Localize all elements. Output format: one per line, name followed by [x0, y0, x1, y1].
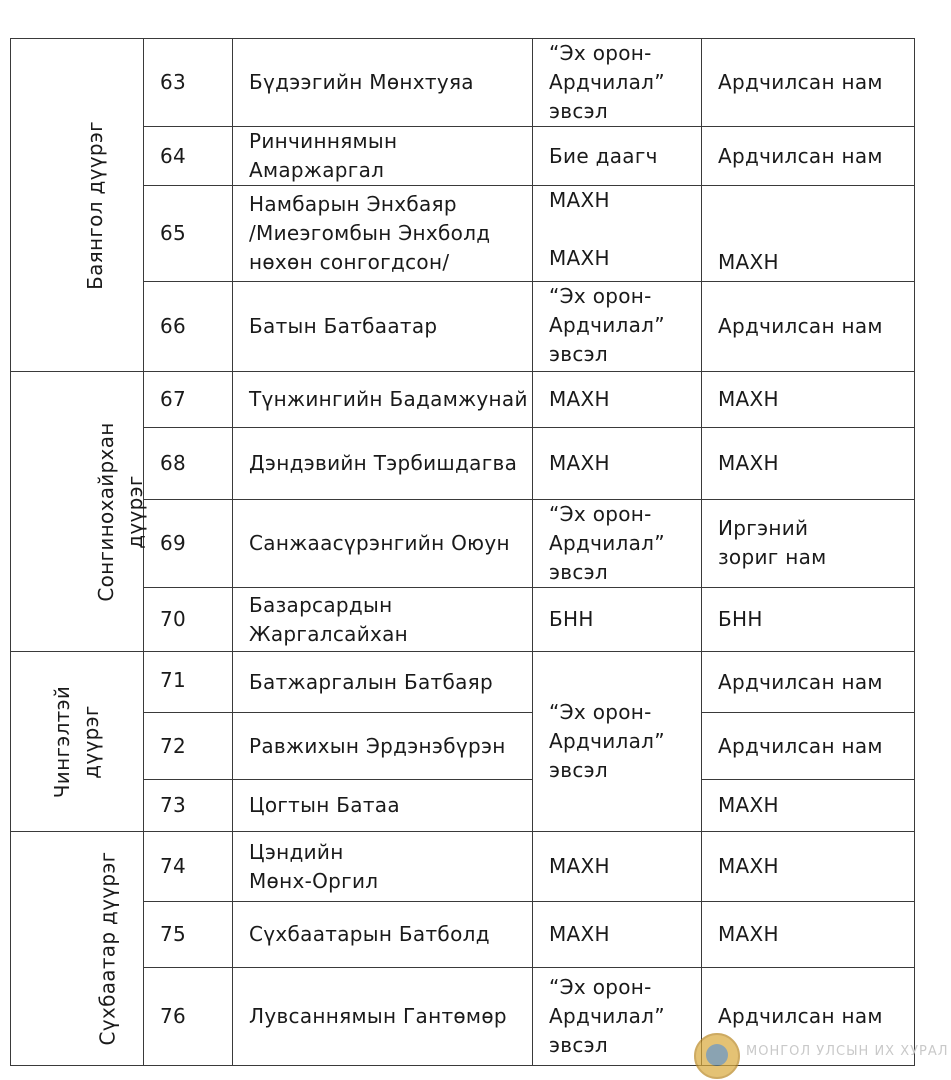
number-cell: 74: [144, 832, 233, 902]
district-label: Сүхбаатар дүүрэг: [95, 851, 120, 1046]
name-cell: Санжаасүрэнгийн Оюун: [233, 500, 533, 588]
number-cell: 73: [144, 780, 233, 832]
result-cell: Ардчилсан нам: [702, 713, 915, 780]
party-cell: [533, 39, 702, 127]
party-cell: МАХН: [533, 902, 702, 968]
table-row: [11, 652, 915, 713]
party-line: эвсэл: [549, 342, 609, 366]
name-cell: [233, 832, 533, 902]
table-row: [11, 832, 915, 902]
state-seal-icon: [694, 1033, 740, 1079]
name-cell: Лувсаннямын Гантөмөр: [233, 968, 533, 1066]
party-line: “Эх орон-: [549, 284, 652, 308]
name-line: Базарсардын: [249, 592, 393, 617]
party-line: МАХН: [549, 188, 610, 212]
name-line: Ринчиннямын: [249, 129, 398, 153]
number-cell: 75: [144, 902, 233, 968]
party-line: Ардчилал”: [549, 70, 665, 94]
party-cell: МАХН: [533, 372, 702, 428]
number-cell: 69: [144, 500, 233, 588]
party-line: “Эх орон-: [549, 41, 652, 65]
parliament-watermark: [694, 1033, 951, 1077]
name-cell: Бүдээгийн Мөнхтуяа: [233, 39, 533, 127]
result-cell: МАХН: [702, 186, 915, 282]
result-cell: МАХН: [702, 902, 915, 968]
party-line: эвсэл: [549, 758, 609, 782]
name-cell: Сүхбаатарын Батболд: [233, 902, 533, 968]
party-cell: [533, 186, 702, 282]
watermark-text: МОНГОЛ УЛСЫН ИХ ХУРАЛ: [746, 1044, 949, 1059]
name-line: Намбарын Энхбаяр: [249, 192, 457, 216]
number-cell: 76: [144, 968, 233, 1066]
result-cell: Ардчилсан нам: [702, 652, 915, 713]
number-cell: 70: [144, 588, 233, 652]
name-line: Мөнх-Оргил: [249, 868, 379, 893]
party-line: “Эх орон-: [549, 975, 652, 999]
result-cell: МАХН: [702, 780, 915, 832]
table-row: [11, 780, 915, 832]
name-line: нөхөн сонгогдсон/: [249, 250, 450, 274]
party-cell: [533, 652, 702, 832]
party-line: Ардчилал”: [549, 729, 665, 753]
number-cell: 71: [144, 652, 233, 713]
result-cell: МАХН: [702, 832, 915, 902]
party-line: Ардчилал”: [549, 313, 665, 337]
party-cell: МАХН: [533, 832, 702, 902]
party-cell: БНН: [533, 588, 702, 652]
result-cell: МАХН: [702, 372, 915, 428]
name-line: Цэндийн: [249, 839, 344, 864]
party-line: Ардчилал”: [549, 531, 665, 555]
party-line: эвсэл: [549, 560, 609, 584]
table-row: [11, 39, 915, 127]
name-cell: [233, 588, 533, 652]
party-line-blank: [549, 215, 701, 244]
number-cell: 66: [144, 282, 233, 372]
party-line: “Эх орон-: [549, 700, 652, 724]
result-cell: Ардчилсан нам: [702, 968, 915, 1066]
name-cell: Дэндэвийн Тэрбишдагва: [233, 428, 533, 500]
number-cell: 65: [144, 186, 233, 282]
members-table: [10, 38, 915, 1066]
table-row: [11, 372, 915, 428]
table-row: [11, 282, 915, 372]
name-cell: Батын Батбаатар: [233, 282, 533, 372]
table-row: [11, 902, 915, 968]
district-label: Сонгинохайрхан дүүрэг: [94, 421, 147, 602]
number-cell: 67: [144, 372, 233, 428]
name-cell: Батжаргалын Батбаяр: [233, 652, 533, 713]
name-cell: Түнжингийн Бадамжунай: [233, 372, 533, 428]
number-cell: 63: [144, 39, 233, 127]
party-line: “Эх орон-: [549, 502, 652, 526]
table-row: [11, 127, 915, 186]
district-label: Чингэлтэй дүүрэг: [50, 685, 103, 798]
name-line: Жаргалсайхан: [249, 621, 409, 646]
name-cell: Равжихын Эрдэнэбүрэн: [233, 713, 533, 780]
party-cell: [533, 282, 702, 372]
party-cell: Бие даагч: [533, 127, 702, 186]
result-cell: Ардчилсан нам: [702, 282, 915, 372]
table-row: [11, 186, 915, 282]
district-cell: [11, 39, 144, 372]
name-cell: Цогтын Батаа: [233, 780, 533, 832]
name-line: Амаржаргал: [249, 158, 385, 182]
district-label: Баянгол дүүрэг: [82, 120, 107, 290]
party-cell: МАХН: [533, 428, 702, 500]
number-cell: 64: [144, 127, 233, 186]
name-cell: [233, 127, 533, 186]
result-cell: БНН: [702, 588, 915, 652]
name-cell: [233, 186, 533, 282]
result-cell: [702, 500, 915, 588]
party-line: МАХН: [549, 246, 610, 270]
table-row: [11, 713, 915, 780]
result-cell: Ардчилсан нам: [702, 127, 915, 186]
party-line: эвсэл: [549, 1033, 609, 1057]
party-cell: [533, 500, 702, 588]
name-line: /Миеэгомбын Энхболд: [249, 221, 491, 245]
number-cell: 68: [144, 428, 233, 500]
party-cell: [533, 968, 702, 1066]
result-text: Иргэний зориг нам: [718, 516, 827, 569]
district-cell: [11, 652, 144, 832]
district-cell: [11, 832, 144, 1066]
party-line: эвсэл: [549, 99, 609, 123]
number-cell: 72: [144, 713, 233, 780]
party-line: Ардчилал”: [549, 1004, 665, 1028]
district-cell: [11, 372, 147, 652]
result-cell: Ардчилсан нам: [702, 39, 915, 127]
result-cell: МАХН: [702, 428, 915, 500]
